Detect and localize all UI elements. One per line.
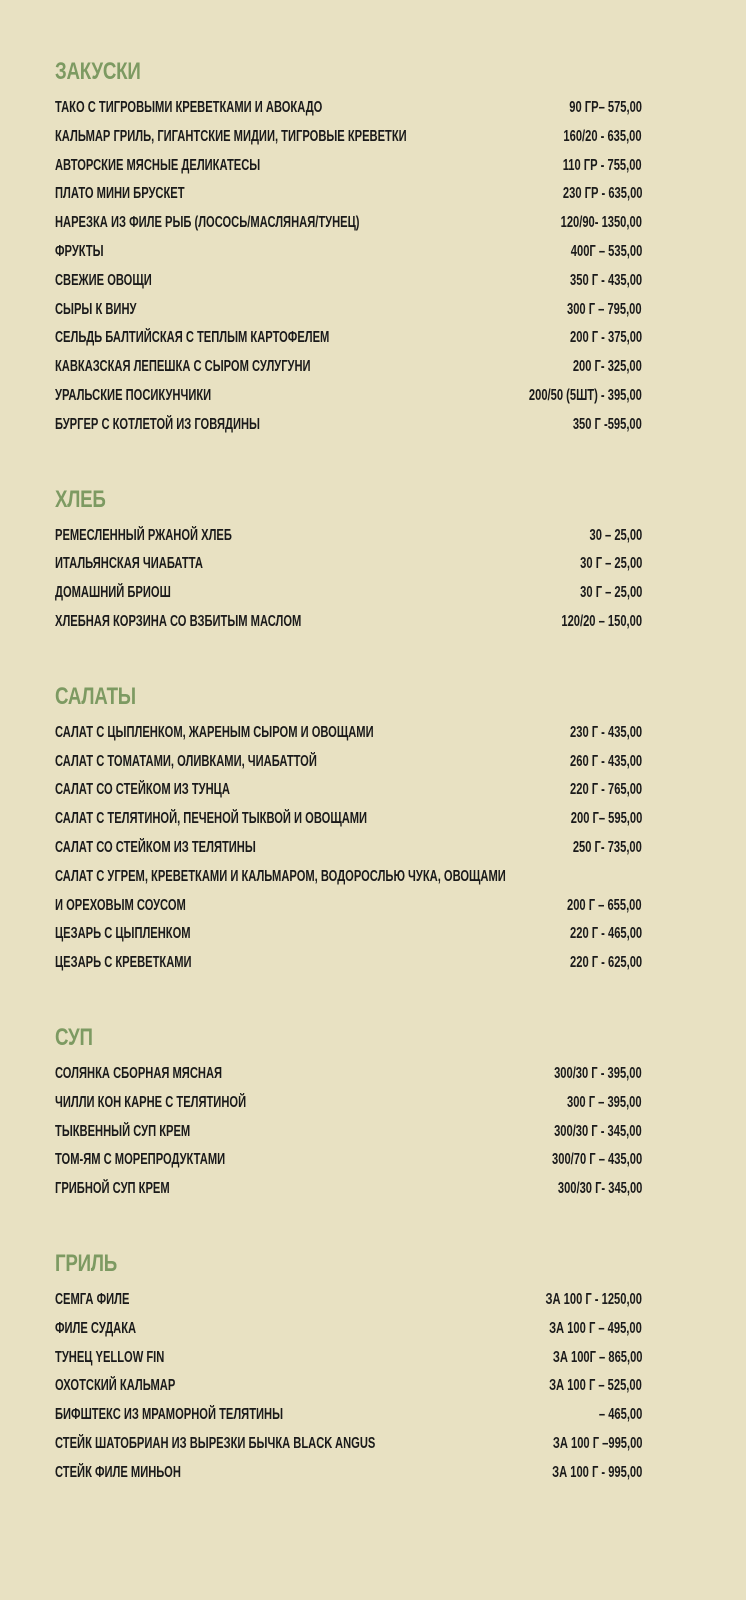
item-name: ФРУКТЫ bbox=[55, 242, 104, 260]
item-name: ГРИБНОЙ СУП КРЕМ bbox=[55, 1180, 170, 1198]
item-price: ЗА 100 Г - 1250,00 bbox=[545, 1290, 642, 1308]
item-name: УРАЛЬСКИЕ ПОСИКУНЧИКИ bbox=[55, 386, 212, 404]
item-price: ЗА 100 Г –995,00 bbox=[552, 1434, 642, 1452]
item-price: 220 Г - 765,00 bbox=[569, 781, 642, 799]
menu-item bbox=[55, 1060, 644, 1089]
menu-item bbox=[55, 1430, 644, 1459]
menu-item bbox=[55, 805, 644, 834]
menu-item bbox=[55, 411, 644, 440]
item-name: СЕМГА ФИЛЕ bbox=[55, 1290, 130, 1308]
section-title: САЛАТЫ bbox=[55, 682, 136, 710]
item-name: ИТАЛЬЯНСКАЯ ЧИАБАТТА bbox=[55, 555, 203, 573]
menu-item bbox=[55, 522, 644, 551]
menu-item bbox=[55, 1089, 644, 1118]
section-zakuski bbox=[55, 58, 644, 440]
item-price: 200 Г – 655,00 bbox=[567, 896, 642, 914]
item-price: 300/30 Г - 345,00 bbox=[554, 1122, 642, 1140]
item-price: 200 Г– 595,00 bbox=[570, 810, 642, 828]
section-salaty bbox=[55, 683, 644, 978]
menu-item bbox=[55, 550, 644, 579]
menu-item bbox=[55, 949, 644, 978]
item-price: 400Г – 535,00 bbox=[570, 242, 642, 260]
item-name: БИФШТЕКС ИЗ МРАМОРНОЙ ТЕЛЯТИНЫ bbox=[55, 1406, 284, 1424]
item-name: ТЫКВЕННЫЙ СУП КРЕМ bbox=[55, 1122, 191, 1140]
item-price: 110 ГР - 755,00 bbox=[563, 156, 642, 174]
item-name: СТЕЙК ШАТОБРИАН ИЗ ВЫРЕЗКИ БЫЧКА BLACK ANGUS bbox=[55, 1434, 376, 1452]
item-name: САЛАТ С УГРЕМ, КРЕВЕТКАМИ И КАЛЬМАРОМ, ВОДОРОСЛЬЮ ЧУКА, ОВОЩАМИ bbox=[55, 867, 506, 885]
menu-item bbox=[55, 324, 644, 353]
item-name: САЛАТ СО СТЕЙКОМ ИЗ ТУНЦА bbox=[55, 781, 230, 799]
item-price: 200/50 (5ШТ) - 395,00 bbox=[529, 386, 642, 404]
section-gril bbox=[55, 1250, 644, 1488]
menu-item bbox=[55, 94, 644, 123]
menu-item bbox=[55, 920, 644, 949]
section-title: ЗАКУСКИ bbox=[55, 58, 141, 85]
item-name: ФИЛЕ СУДАКА bbox=[55, 1319, 137, 1337]
menu-item bbox=[55, 209, 644, 238]
menu-item bbox=[55, 1459, 644, 1488]
item-name: СЫРЫ К ВИНУ bbox=[55, 300, 137, 318]
item-price: 120/90- 1350,00 bbox=[560, 214, 642, 232]
item-price: ЗА 100 Г - 995,00 bbox=[551, 1463, 642, 1481]
item-name: ДОМАШНИЙ БРИОШ bbox=[55, 584, 171, 602]
menu-item bbox=[55, 382, 644, 411]
menu-item bbox=[55, 123, 644, 152]
item-price: 90 ГР– 575,00 bbox=[569, 99, 642, 116]
item-price: 300/70 Г – 435,00 bbox=[551, 1151, 642, 1169]
section-title: ГРИЛЬ bbox=[55, 1249, 117, 1277]
item-price: 300/30 Г- 345,00 bbox=[557, 1180, 642, 1198]
menu-item bbox=[55, 579, 644, 608]
item-name: РЕМЕСЛЕННЫЙ РЖАНОЙ ХЛЕБ bbox=[55, 526, 232, 544]
menu-item bbox=[55, 776, 644, 805]
menu bbox=[55, 58, 644, 1533]
item-price: 250 Г- 735,00 bbox=[572, 838, 642, 856]
item-price: ЗА 100Г – 865,00 bbox=[552, 1348, 642, 1366]
menu-item bbox=[55, 1315, 644, 1344]
menu-item bbox=[55, 238, 644, 267]
item-price: 350 Г - 435,00 bbox=[569, 271, 642, 289]
item-name: ОХОТСКИЙ КАЛЬМАР bbox=[55, 1377, 176, 1395]
item-name: БУРГЕР С КОТЛЕТОЙ ИЗ ГОВЯДИНЫ bbox=[55, 415, 260, 433]
item-price: 200 Г - 375,00 bbox=[569, 329, 642, 347]
item-name: ЧИЛЛИ КОН КАРНЕ С ТЕЛЯТИНОЙ bbox=[55, 1093, 247, 1111]
menu-item bbox=[55, 1286, 644, 1315]
item-name: ТУНЕЦ YELLOW FIN bbox=[55, 1348, 165, 1366]
menu-item bbox=[55, 719, 644, 748]
menu-item bbox=[55, 892, 644, 921]
item-name: И ОРЕХОВЫМ СОУСОМ bbox=[55, 896, 186, 914]
item-name: СТЕЙК ФИЛЕ МИНЬОН bbox=[55, 1463, 181, 1481]
item-price: 300 Г – 395,00 bbox=[567, 1093, 642, 1111]
item-price: ЗА 100 Г – 525,00 bbox=[549, 1377, 642, 1395]
item-price: 230 Г - 435,00 bbox=[569, 723, 642, 741]
item-name: КАВКАЗСКАЯ ЛЕПЕШКА С СЫРОМ СУЛУГУНИ bbox=[55, 358, 311, 376]
item-name: САЛАТ С ТОМАТАМИ, ОЛИВКАМИ, ЧИАБАТТОЙ bbox=[55, 752, 317, 770]
menu-item bbox=[55, 296, 644, 325]
section-title: ХЛЕБ bbox=[55, 485, 106, 513]
section-title: СУП bbox=[55, 1023, 93, 1051]
section-sup bbox=[55, 1024, 644, 1204]
menu-item bbox=[55, 1372, 644, 1401]
menu-item bbox=[55, 1175, 644, 1204]
item-name: ЦЕЗАРЬ С ЦЫПЛЕНКОМ bbox=[55, 925, 191, 943]
item-price: 300/30 Г - 395,00 bbox=[554, 1064, 642, 1082]
item-price: 120/20 – 150,00 bbox=[561, 612, 642, 630]
item-name: СОЛЯНКА СБОРНАЯ МЯСНАЯ bbox=[55, 1064, 223, 1082]
item-name: СЕЛЬДЬ БАЛТИЙСКАЯ С ТЕПЛЫМ КАРТОФЕЛЕМ bbox=[55, 329, 330, 347]
item-price: 160/20 - 635,00 bbox=[563, 127, 642, 145]
item-price: 230 ГР - 635,00 bbox=[562, 185, 642, 203]
item-name: ТОМ-ЯМ С МОРЕПРОДУКТАМИ bbox=[55, 1151, 226, 1169]
menu-item bbox=[55, 1344, 644, 1373]
menu-item bbox=[55, 863, 644, 892]
menu-item bbox=[55, 1146, 644, 1175]
item-price: 350 Г -595,00 bbox=[572, 415, 642, 433]
item-name: ПЛАТО МИНИ БРУСКЕТ bbox=[55, 185, 185, 203]
item-name: АВТОРСКИЕ МЯСНЫЕ ДЕЛИКАТЕСЫ bbox=[55, 156, 261, 174]
menu-item bbox=[55, 1118, 644, 1147]
menu-item bbox=[55, 834, 644, 863]
menu-item bbox=[55, 152, 644, 181]
menu-item bbox=[55, 267, 644, 296]
item-name: КАЛЬМАР ГРИЛЬ, ГИГАНТСКИЕ МИДИИ, ТИГРОВЫЕ КРЕВЕТКИ bbox=[55, 127, 407, 145]
item-price: 300 Г – 795,00 bbox=[567, 300, 642, 318]
menu-item bbox=[55, 748, 644, 777]
item-price: 220 Г - 465,00 bbox=[569, 925, 642, 943]
menu-item bbox=[55, 608, 644, 637]
item-price: 30 – 25,00 bbox=[589, 526, 642, 544]
item-price: ЗА 100 Г – 495,00 bbox=[549, 1319, 642, 1337]
item-price: 200 Г- 325,00 bbox=[572, 358, 642, 376]
menu-item bbox=[55, 180, 644, 209]
item-name: НАРЕЗКА ИЗ ФИЛЕ РЫБ (ЛОСОСЬ/МАСЛЯНАЯ/ТУНЕЦ) bbox=[55, 214, 360, 232]
section-khleb bbox=[55, 486, 644, 637]
item-name: СВЕЖИЕ ОВОЩИ bbox=[55, 271, 152, 289]
item-name: САЛАТ СО СТЕЙКОМ ИЗ ТЕЛЯТИНЫ bbox=[55, 838, 256, 856]
item-name: САЛАТ С ТЕЛЯТИНОЙ, ПЕЧЕНОЙ ТЫКВОЙ И ОВОЩАМИ bbox=[55, 810, 368, 828]
item-name: ЦЕЗАРЬ С КРЕВЕТКАМИ bbox=[55, 954, 192, 972]
menu-item bbox=[55, 353, 644, 382]
item-name: САЛАТ С ЦЫПЛЕНКОМ, ЖАРЕНЫМ СЫРОМ И ОВОЩАМИ bbox=[55, 723, 374, 741]
item-price: 220 Г - 625,00 bbox=[569, 954, 642, 972]
item-name: ТАКО С ТИГРОВЫМИ КРЕВЕТКАМИ И АВОКАДО bbox=[55, 99, 323, 116]
item-name: ХЛЕБНАЯ КОРЗИНА СО ВЗБИТЫМ МАСЛОМ bbox=[55, 612, 302, 630]
menu-item bbox=[55, 1401, 644, 1430]
item-price: – 465,00 bbox=[598, 1406, 642, 1424]
item-price: 30 Г – 25,00 bbox=[579, 584, 642, 602]
item-price: 260 Г - 435,00 bbox=[569, 752, 642, 770]
item-price: 30 Г – 25,00 bbox=[579, 555, 642, 573]
